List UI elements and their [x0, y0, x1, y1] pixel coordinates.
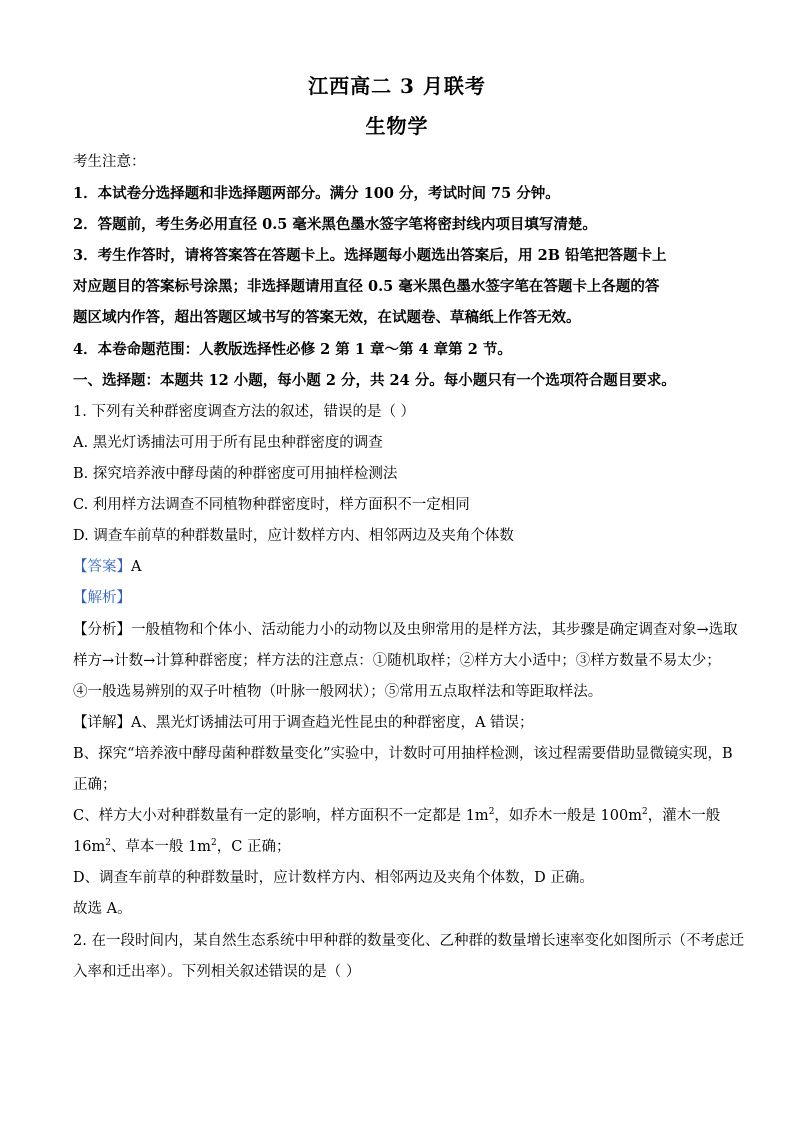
conclusion: 故选 A。 [73, 901, 132, 917]
analysis-tag: 【解析】 [73, 590, 131, 606]
answer-value: A [131, 559, 142, 575]
xiangjie-line-c2 [73, 837, 733, 857]
notice-item-3-cont1: 对应题目的答案标号涂黑；非选择题请用直径 0.5 毫米黑色墨水签字笔在答题卡上各题的答 [73, 278, 660, 295]
c2-sup-1: 2 [105, 838, 111, 849]
notice-heading: 考生注意： [73, 154, 146, 170]
q1-stem: 1. 下列有关种群密度调查方法的叙述，错误的是（ ） [73, 404, 416, 420]
c1-part-c: ，灌木一般 [647, 808, 721, 824]
xiangjie-a: A、黑光灯诱捕法可用于调查趋光性昆虫的种群密度，A 错误； [131, 715, 534, 731]
fenxi-text-1: 一般植物和个体小、活动能力小的动物以及虫卵常用的是样方法，其步骤是确定调查对象→选取 [131, 622, 738, 638]
c2-sup-2: 2 [211, 838, 217, 849]
xiangjie-tag: 【详解】 [73, 715, 131, 731]
notice-item-1: 1．本试卷分选择题和非选择题两部分。满分 100 分，考试时间 75 分钟。 [73, 185, 560, 202]
xiangjie-line-b1: B、探究“培养液中酵母菌种群数量变化”实验中，计数时可用抽样检测，该过程需要借助显微镜实现，B [73, 746, 733, 762]
fenxi-tag: 【分析】 [73, 622, 131, 638]
q1-answer-line [73, 557, 733, 577]
q1-option-d: D. 调查车前草的种群数量时，应计数样方内、相邻两边及夹角个体数 [73, 528, 514, 544]
fenxi-line-1 [73, 620, 738, 640]
notice-item-2: 2．答题前，考生务必用直径 0.5 毫米黑色墨水签字笔将密封线内项目填写清楚。 [73, 216, 597, 233]
c1-part-a: C、样方大小对种群数量有一定的影响，样方面积不一定都是 1m [73, 808, 489, 824]
q2-stem-line-2: 入率和迁出率）。下列相关叙述错误的是（ ） [73, 964, 361, 980]
xiangjie-line-b2: 正确； [73, 777, 117, 793]
c1-part-b: ，如乔木一般是 100m [494, 808, 642, 824]
notice-item-3: 3．考生作答时，请将答案答在答题卡上。选择题每小题选出答案后，用 2B 铅笔把答题卡上 [73, 247, 667, 264]
c1-sup-1: 2 [488, 807, 495, 818]
xiangjie-line-a [73, 713, 733, 733]
q1-option-a: A. 黑光灯诱捕法可用于所有昆虫种群密度的调查 [73, 435, 383, 451]
xiangjie-line-d: D、调查车前草的种群数量时，应计数样方内、相邻两边及夹角个体数，D 正确。 [73, 870, 594, 886]
xiangjie-line-c1 [73, 806, 733, 826]
q2-stem-line-1: 2. 在一段时间内，某自然生态系统中甲种群的数量变化、乙种群的数量增长速率变化如图所示（不考虑迁 [73, 933, 744, 949]
c2-part-c: ，C 正确； [216, 839, 291, 855]
c1-sup-2: 2 [641, 807, 648, 818]
fenxi-line-3: ④一般选易辨别的双子叶植物（叶脉一般网状）；⑤常用五点取样法和等距取样法。 [73, 684, 603, 700]
section-heading: 一、选择题：本题共 12 小题，每小题 2 分，共 24 分。每小题只有一个选项符合题目要求。 [73, 372, 676, 389]
answer-tag: 【答案】 [73, 559, 131, 575]
exam-title: 江西高二 3 月联考 [308, 74, 486, 98]
notice-item-4: 4．本卷命题范围：人教版选择性必修 2 第 1 章～第 4 章第 2 节。 [73, 341, 512, 358]
q1-option-c: C. 利用样方法调查不同植物种群密度时，样方面积不一定相同 [73, 497, 470, 513]
q1-option-b: B. 探究培养液中酵母菌的种群密度可用抽样检测法 [73, 466, 398, 482]
c2-part-a: 16m [73, 839, 106, 855]
notice-item-3-cont2: 题区域内作答，超出答题区域书写的答案无效，在试题卷、草稿纸上作答无效。 [73, 309, 581, 326]
c2-part-b: 、草本一般 1m [110, 839, 212, 855]
fenxi-line-2: 样方→计数→计算种群密度；样方法的注意点：①随机取样；②样方大小适中；③样方数量不易太少； [73, 653, 721, 669]
subject-title: 生物学 [365, 114, 429, 138]
